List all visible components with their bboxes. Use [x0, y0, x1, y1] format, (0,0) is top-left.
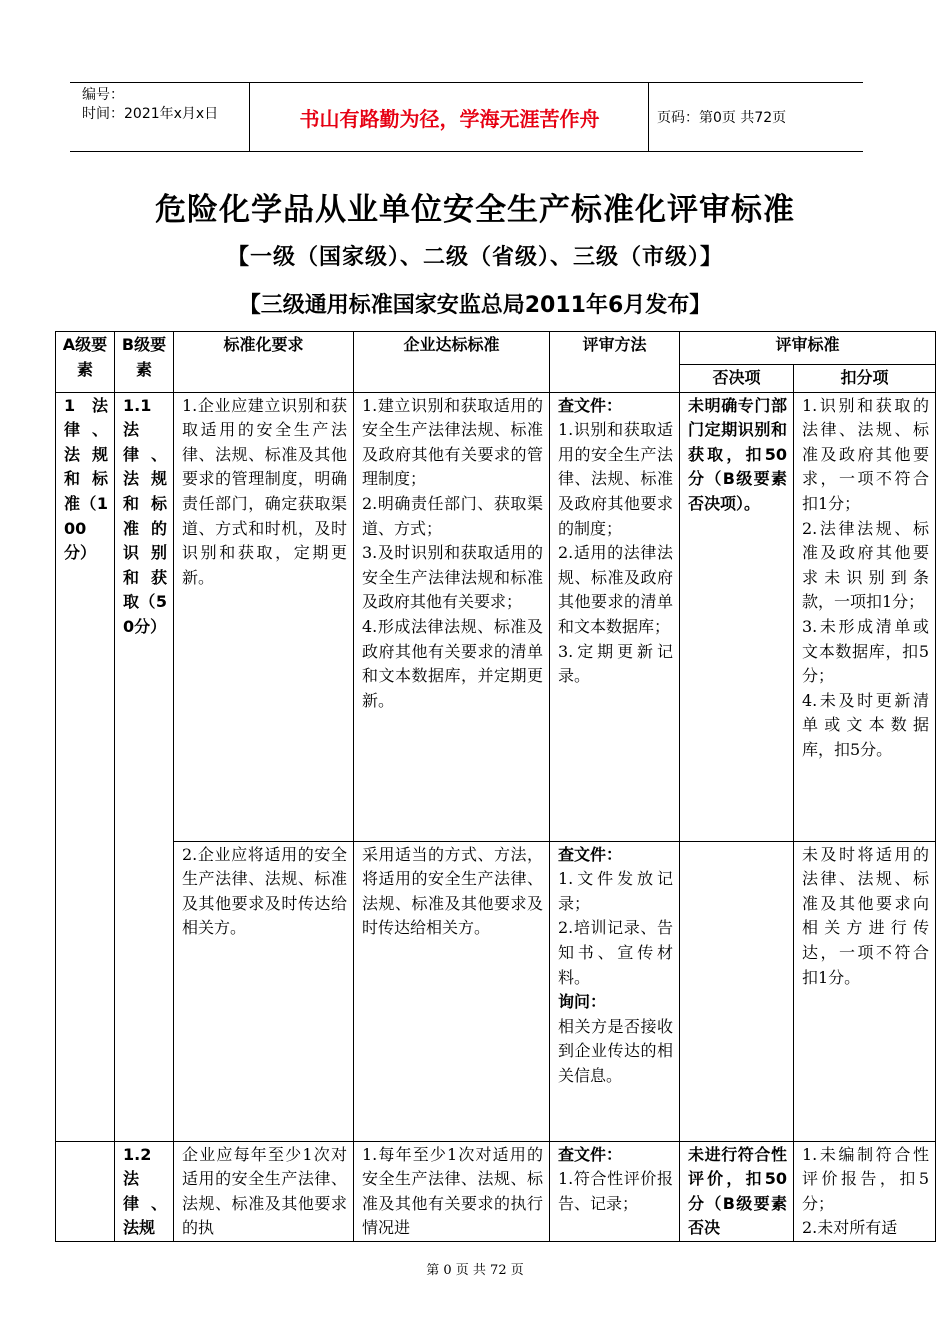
header-b-level: B级要素 [115, 332, 174, 393]
requirement-cell: 2.企业应将适用的安全生产法律、法规、标准及其他要求及时传达给相关方。 [174, 841, 354, 1141]
deduction-cell: 1.识别和获取的法律、法规、标准及政府其他要求，一项不符合扣1分； 2.法律法规、标准及政府其他要求未识别到条款，一项扣1分； 3.未形成清单或文本数据库，扣5分； 4.未及时更新清单或文本数据库，扣5分。 [794, 392, 936, 841]
b-element-cell: 1.1法律、法规和标准的识别和获取（50分） [115, 392, 174, 1141]
header-motto: 书山有路勤为径，学海无涯苦作舟 [251, 83, 649, 151]
document-subtitle-levels: 【一级（国家级）、二级（省级）、三级（市级）】 [226, 245, 723, 270]
a-element-cell [56, 1141, 115, 1241]
header-review-method: 评审方法 [550, 332, 680, 393]
header-deduction: 扣分项 [794, 365, 936, 393]
requirement-cell: 企业应每年至少1次对适用的安全生产法律、法规、标准及其他要求的执 [174, 1141, 354, 1241]
header-review-criteria: 评审标准 [680, 332, 936, 365]
table-row [56, 841, 936, 1141]
header-enterprise-standard: 企业达标标准 [354, 332, 550, 393]
document-title: 危险化学品从业单位安全生产标准化评审标准 [155, 192, 795, 228]
review-method-cell [550, 1141, 680, 1241]
a-element-cell: 1 法律、法规和标准（100分） [56, 392, 115, 1141]
table-row [56, 1141, 936, 1241]
deduction-cell: 未及时将适用的法律、法规、标准及其他要求向相关方进行传达，一项不符合扣1分。 [794, 841, 936, 1141]
review-method-cell [550, 392, 680, 841]
b-element-cell: 1.2法律、法规 [115, 1141, 174, 1241]
veto-cell: 未进行符合性评价，扣50分（B级要素否决 [680, 1141, 794, 1241]
date-label: 时间：2021年x月x日 [82, 106, 219, 122]
enterprise-standard-cell: 采用适当的方式、方法，将适用的安全生产法律、法规、标准及其他要求及时传达给相关方。 [354, 841, 550, 1141]
method-heading: 询问： [558, 992, 607, 1012]
enterprise-standard-cell: 1.建立识别和获取适用的安全生产法律法规、标准及政府其他有关要求的管理制度； 2.明确责任部门、获取渠道、方式； 3.及时识别和获取适用的安全生产法律法规和标准及政府其他有关要求； 4.形成法律法规、标准及政府其他有关要求的清单和文本数据库，并定期更新。 [354, 392, 550, 841]
requirement-cell: 1.企业应建立识别和获取适用的安全生产法律、法规、标准及其他要求的管理制度，明确责任部门，确定获取渠道、方式和时机，及时识别和获取，定期更新。 [174, 392, 354, 841]
page-header [70, 82, 863, 152]
veto-cell [680, 841, 794, 1141]
header-a-level: A级要素 [56, 332, 115, 393]
method-heading: 查文件： [558, 395, 623, 415]
review-method-cell [550, 841, 680, 1141]
method-text: 1.符合性评价报告、记录； [558, 1169, 673, 1213]
veto-cell: 未明确专门部门定期识别和获取，扣50分（B级要素否决项）。 [680, 392, 794, 841]
method-text: 相关方是否接收到企业传达的相关信息。 [558, 1016, 673, 1085]
header-veto: 否决项 [680, 365, 794, 393]
table-row [56, 392, 936, 841]
method-text: 1.文件发放记录； 2.培训记录、告知书、宣传材料。 [558, 869, 673, 987]
method-text: 1.识别和获取适用的安全生产法律、法规、标准及政府其他要求的制度； 2.适用的法律法规、标准及政府其他要求的清单和文本数据库； 3.定期更新记录。 [558, 420, 673, 686]
page-footer: 第 0 页 共 72 页 [426, 1263, 524, 1278]
method-heading: 查文件： [558, 844, 623, 864]
serial-number-label: 编号： [82, 87, 124, 103]
enterprise-standard-cell: 1.每年至少1次对适用的安全生产法律、法规、标准及其他有关要求的执行情况进 [354, 1141, 550, 1241]
document-subtitle-source: 【三级通用标准国家安监总局2011年6月发布】 [238, 293, 712, 318]
header-meta [70, 83, 250, 151]
deduction-cell: 1.未编制符合性评价报告，扣5分； 2.未对所有适 [794, 1141, 936, 1241]
header-requirement: 标准化要求 [174, 332, 354, 393]
standards-table [55, 331, 936, 1242]
method-heading: 查文件： [558, 1144, 623, 1164]
header-page-info: 页码：第0页 共72页 [657, 110, 787, 126]
